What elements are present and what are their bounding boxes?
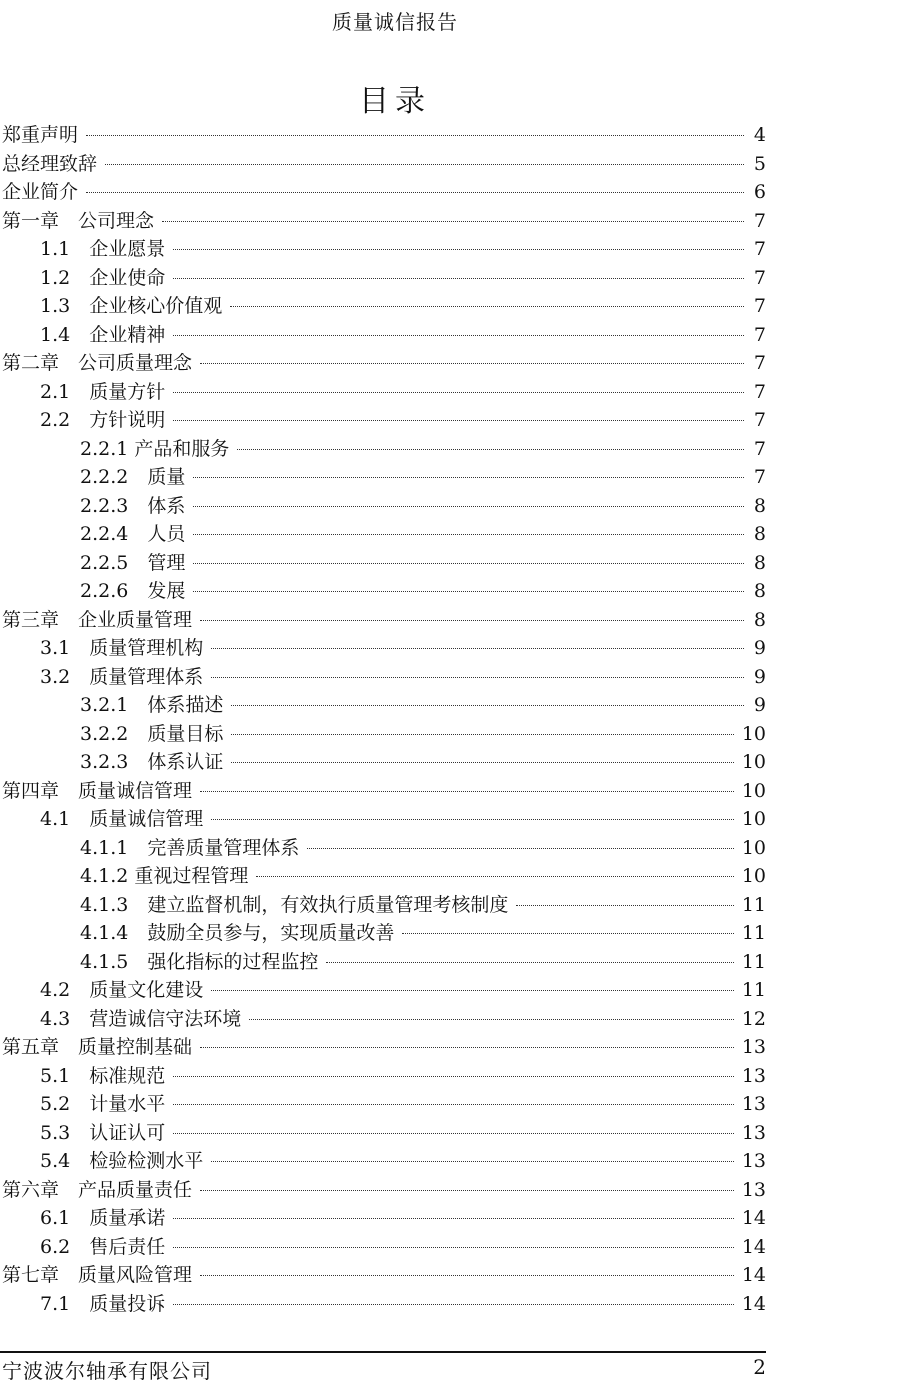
footer-page-number: 2: [753, 1355, 766, 1379]
toc-entry-label: 4.3 营造诚信守法环境: [40, 1007, 242, 1030]
toc-entry[interactable]: [0, 463, 766, 492]
toc-entry-page: 11: [741, 893, 766, 916]
toc-entry[interactable]: [0, 1233, 766, 1262]
toc-dot-leader: [173, 420, 744, 421]
toc-dot-leader: [200, 1047, 734, 1048]
toc-entry-label: 2.2.2 质量: [80, 466, 186, 488]
toc-dot-leader: [200, 791, 734, 792]
toc-dot-leader: [173, 1218, 734, 1219]
toc-entry-page: 7: [753, 380, 766, 403]
toc-entry-page: 13: [741, 1036, 766, 1058]
toc-entry-page: 10: [741, 722, 766, 745]
toc-entry-label: 总经理致辞: [2, 152, 98, 175]
toc-entry[interactable]: [0, 691, 766, 720]
toc-entry[interactable]: [0, 207, 766, 236]
toc-entry-label: 4.1.1 完善质量管理体系: [80, 836, 300, 859]
table-of-contents: [0, 121, 766, 1318]
toc-dot-leader: [256, 876, 733, 877]
toc-entry[interactable]: [0, 235, 766, 264]
toc-entry-page: 10: [741, 808, 766, 830]
toc-dot-leader: [105, 164, 744, 165]
toc-dot-leader: [249, 1019, 734, 1020]
toc-entry-page: 14: [741, 1207, 766, 1229]
toc-entry-label: 第一章 公司理念: [2, 209, 155, 232]
toc-entry-page: 7: [753, 323, 766, 346]
toc-entry-label: 郑重声明: [2, 124, 79, 146]
toc-entry[interactable]: [0, 805, 766, 834]
toc-entry-page: 14: [741, 1264, 766, 1286]
toc-entry-page: 8: [753, 608, 766, 631]
toc-entry-page: 12: [741, 1007, 766, 1030]
toc-entry-label: 5.4 检验检测水平: [40, 1150, 204, 1172]
toc-entry[interactable]: [0, 1261, 766, 1290]
toc-entry-label: 第四章 质量诚信管理: [2, 779, 193, 802]
toc-entry[interactable]: [0, 834, 766, 863]
toc-entry[interactable]: [0, 606, 766, 635]
toc-dot-leader: [237, 449, 744, 450]
toc-entry-label: 3.1 质量管理机构: [40, 637, 204, 659]
toc-entry-label: 第六章 产品质量责任: [2, 1178, 193, 1201]
toc-entry-label: 5.2 计量水平: [40, 1093, 166, 1115]
toc-entry[interactable]: [0, 264, 766, 293]
toc-dot-leader: [200, 363, 744, 364]
toc-entry-label: 3.2.3 体系认证: [80, 751, 224, 773]
toc-entry-label: 2.2.3 体系: [80, 494, 186, 517]
toc-entry-label: 1.3 企业核心价值观: [40, 295, 223, 317]
toc-entry[interactable]: [0, 492, 766, 521]
toc-entry-label: 4.1.4 鼓励全员参与，实现质量改善: [80, 922, 395, 944]
toc-entry-page: 10: [741, 751, 766, 773]
toc-dot-leader: [326, 962, 733, 963]
toc-entry[interactable]: [0, 634, 766, 663]
toc-entry-page: 11: [741, 950, 766, 973]
toc-entry[interactable]: [0, 1176, 766, 1205]
toc-dot-leader: [516, 905, 733, 906]
toc-entry-label: 7.1 质量投诉: [40, 1292, 166, 1315]
toc-entry[interactable]: [0, 435, 766, 464]
toc-entry[interactable]: [0, 349, 766, 378]
toc-entry-page: 13: [741, 1150, 766, 1172]
toc-entry-label: 2.2.6 发展: [80, 580, 186, 602]
toc-dot-leader: [193, 563, 744, 564]
toc-dot-leader: [173, 1304, 734, 1305]
toc-entry-page: 14: [741, 1235, 766, 1258]
toc-entry-page: 8: [753, 494, 766, 517]
toc-dot-leader: [231, 734, 733, 735]
toc-entry-label: 第七章 质量风险管理: [2, 1264, 193, 1286]
toc-entry-page: 9: [753, 694, 766, 716]
toc-dot-leader: [231, 705, 744, 706]
toc-entry[interactable]: [0, 948, 766, 977]
toc-entry-label: 5.3 认证认可: [40, 1121, 166, 1144]
toc-entry-label: 2.1 质量方针: [40, 380, 166, 403]
toc-dot-leader: [307, 848, 733, 849]
toc-entry[interactable]: [0, 321, 766, 350]
toc-entry[interactable]: [0, 577, 766, 606]
toc-entry-page: 8: [753, 580, 766, 602]
toc-entry[interactable]: [0, 976, 766, 1005]
toc-dot-leader: [86, 192, 744, 193]
toc-title: 目录: [359, 84, 431, 119]
toc-dot-leader: [211, 648, 744, 649]
toc-entry[interactable]: [0, 1119, 766, 1148]
toc-entry-page: 7: [753, 295, 766, 317]
toc-entry-page: 5: [753, 152, 766, 175]
toc-dot-leader: [230, 306, 744, 307]
toc-entry-label: 4.1.5 强化指标的过程监控: [80, 950, 319, 973]
toc-dot-leader: [193, 591, 744, 592]
toc-dot-leader: [211, 677, 744, 678]
toc-entry-page: 8: [753, 523, 766, 545]
toc-dot-leader: [200, 1275, 734, 1276]
toc-entry[interactable]: [0, 663, 766, 692]
toc-entry-label: 企业简介: [2, 181, 79, 203]
toc-entry-page: 10: [741, 779, 766, 802]
toc-entry[interactable]: [0, 1090, 766, 1119]
toc-dot-leader: [193, 534, 744, 535]
toc-entry[interactable]: [0, 720, 766, 749]
toc-entry-page: 13: [741, 1093, 766, 1115]
toc-entry-label: 2.2.4 人员: [80, 523, 186, 545]
toc-entry-page: 11: [741, 922, 766, 944]
toc-entry-page: 7: [753, 266, 766, 289]
toc-entry-label: 4.1.3 建立监督机制，有效执行质量管理考核制度: [80, 893, 509, 916]
toc-dot-leader: [211, 990, 734, 991]
toc-dot-leader: [173, 278, 744, 279]
toc-entry[interactable]: [0, 777, 766, 806]
toc-entry[interactable]: [0, 1033, 766, 1062]
toc-entry-page: 13: [741, 1178, 766, 1201]
toc-entry[interactable]: [0, 406, 766, 435]
toc-entry-label: 2.2.1 产品和服务: [80, 437, 230, 460]
toc-entry-label: 4.2 质量文化建设: [40, 979, 204, 1001]
toc-entry-label: 4.1 质量诚信管理: [40, 808, 204, 830]
toc-entry[interactable]: [0, 1147, 766, 1176]
toc-dot-leader: [173, 1133, 734, 1134]
toc-entry-page: 11: [741, 979, 766, 1001]
toc-entry-page: 13: [741, 1064, 766, 1087]
toc-entry-label: 3.2.1 体系描述: [80, 694, 224, 716]
toc-dot-leader: [200, 620, 744, 621]
toc-entry[interactable]: [0, 1062, 766, 1091]
toc-dot-leader: [193, 477, 744, 478]
toc-entry[interactable]: [0, 1005, 766, 1034]
toc-dot-leader: [173, 249, 744, 250]
toc-entry-label: 4.1.2 重视过程管理: [80, 865, 249, 887]
toc-dot-leader: [173, 1076, 734, 1077]
toc-entry[interactable]: [0, 862, 766, 891]
toc-dot-leader: [402, 933, 733, 934]
toc-entry-label: 3.2.2 质量目标: [80, 722, 224, 745]
toc-dot-leader: [173, 335, 744, 336]
toc-entry-page: 7: [753, 352, 766, 374]
toc-dot-leader: [173, 1247, 734, 1248]
toc-entry-label: 第三章 企业质量管理: [2, 608, 193, 631]
toc-entry-label: 3.2 质量管理体系: [40, 665, 204, 688]
toc-entry-label: 1.1 企业愿景: [40, 238, 166, 260]
toc-entry[interactable]: [0, 1290, 766, 1319]
toc-dot-leader: [86, 135, 744, 136]
toc-dot-leader: [231, 762, 733, 763]
page-header-title: 质量诚信报告: [332, 10, 458, 34]
toc-entry-page: 7: [753, 466, 766, 488]
toc-entry-page: 7: [753, 409, 766, 431]
toc-dot-leader: [211, 819, 734, 820]
toc-entry-page: 7: [753, 209, 766, 232]
toc-entry-label: 2.2.5 管理: [80, 551, 186, 574]
toc-entry-page: 9: [753, 637, 766, 659]
toc-entry[interactable]: [0, 150, 766, 179]
toc-entry-label: 2.2 方针说明: [40, 409, 166, 431]
toc-entry-page: 7: [753, 238, 766, 260]
toc-entry[interactable]: [0, 378, 766, 407]
toc-entry[interactable]: [0, 1204, 766, 1233]
toc-entry-label: 1.2 企业使命: [40, 266, 166, 289]
footer-divider: [0, 1351, 766, 1353]
toc-entry-label: 6.1 质量承诺: [40, 1207, 166, 1229]
toc-entry-label: 第二章 公司质量理念: [2, 352, 193, 374]
footer-company-name: 宁波波尔轴承有限公司: [2, 1359, 212, 1383]
toc-entry[interactable]: [0, 549, 766, 578]
toc-entry-page: 13: [741, 1121, 766, 1144]
toc-dot-leader: [211, 1161, 734, 1162]
toc-dot-leader: [193, 506, 744, 507]
toc-entry-label: 第五章 质量控制基础: [2, 1036, 193, 1058]
toc-entry[interactable]: [0, 919, 766, 948]
toc-entry[interactable]: [0, 748, 766, 777]
toc-entry-page: 8: [753, 551, 766, 574]
toc-entry-page: 6: [753, 181, 766, 203]
toc-entry-page: 7: [753, 437, 766, 460]
toc-entry[interactable]: [0, 178, 766, 207]
toc-entry[interactable]: [0, 891, 766, 920]
toc-dot-leader: [162, 221, 744, 222]
toc-entry[interactable]: [0, 121, 766, 150]
toc-entry-page: 10: [741, 865, 766, 887]
toc-dot-leader: [173, 1104, 734, 1105]
toc-entry[interactable]: [0, 520, 766, 549]
toc-entry-page: 4: [753, 124, 766, 146]
toc-dot-leader: [200, 1190, 734, 1191]
toc-entry-label: 1.4 企业精神: [40, 323, 166, 346]
toc-dot-leader: [173, 392, 744, 393]
toc-entry-page: 14: [741, 1292, 766, 1315]
toc-entry-page: 9: [753, 665, 766, 688]
toc-entry[interactable]: [0, 292, 766, 321]
toc-entry-page: 10: [741, 836, 766, 859]
toc-entry-label: 6.2 售后责任: [40, 1235, 166, 1258]
toc-entry-label: 5.1 标准规范: [40, 1064, 166, 1087]
